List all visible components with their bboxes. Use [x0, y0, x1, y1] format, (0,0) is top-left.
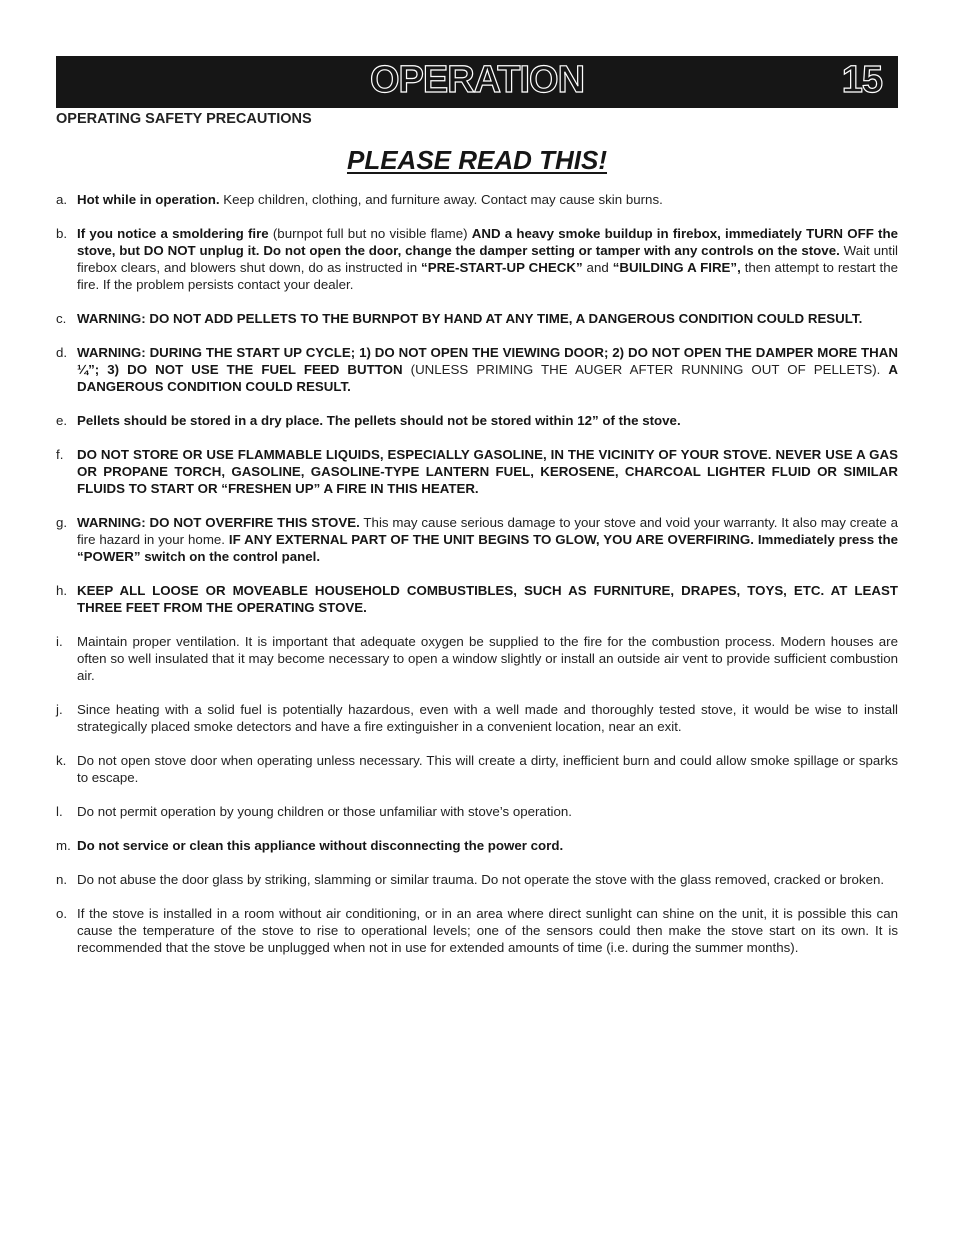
item-letter: i. — [56, 634, 63, 649]
item-text-regular: (burnpot full but no visible flame) — [268, 226, 472, 241]
item-letter: a. — [56, 192, 68, 207]
precaution-item — [56, 701, 898, 735]
item-text-bold: WARNING: DO NOT ADD PELLETS TO THE BURNPOT BY HAND AT ANY TIME, A DANGEROUS CONDITION COULD RESULT. — [77, 311, 863, 326]
item-text-regular: Do not abuse the door glass by striking, slamming or similar trauma. Do not operate the stove with the glass removed, cracked or broken. — [77, 872, 885, 887]
item-text-bold: “BUILDING A FIRE”, — [612, 260, 741, 275]
item-text-bold: Do not service or clean this appliance without disconnecting the power cord. — [77, 838, 564, 853]
item-text — [77, 872, 884, 887]
item-text-bold: A DANGEROUS CONDITION COULD RESULT. — [77, 362, 898, 394]
item-text-regular: Wait until firebox clears, and blowers shut down, do as instructed in — [77, 243, 898, 275]
item-letter: l. — [56, 804, 63, 819]
item-text — [77, 311, 862, 326]
page-title: OPERATION — [369, 59, 585, 101]
item-text — [77, 583, 898, 615]
item-text — [77, 447, 898, 496]
item-letter: f. — [56, 447, 64, 462]
item-text-bold: “PRE-START-UP CHECK” — [421, 260, 583, 275]
item-text — [77, 753, 898, 785]
item-text-regular: then attempt to restart the fire. If the problem persists contact your dealer. — [77, 260, 899, 292]
item-text-bold: DO NOT STORE OR USE FLAMMABLE LIQUIDS, ESPECIALLY GASOLINE, IN THE VICINITY OF YOUR STOVE. NEVER USE A GAS OR PROPANE TORCH, GASOLINE, GASOLINE-TYPE LANTERN FUEL, KEROSENE, CHARCOAL LIGHTER FLUID OR SIMILAR FLUIDS TO START OR “FRESHEN UP” A FIRE IN THIS HEATER. — [77, 447, 898, 496]
item-text — [77, 702, 898, 734]
item-letter: n. — [56, 872, 68, 887]
item-letter: d. — [56, 345, 68, 360]
item-text — [77, 226, 898, 292]
precaution-item — [56, 837, 898, 854]
section-title: OPERATING SAFETY PRECAUTIONS — [56, 111, 312, 127]
item-letter: h. — [56, 583, 68, 598]
precaution-item — [56, 412, 898, 429]
item-text — [77, 345, 898, 394]
precaution-item — [56, 905, 898, 956]
item-text-bold: IF ANY EXTERNAL PART OF THE UNIT BEGINS TO GLOW, YOU ARE OVERFIRING. Immediately press the “POWER” switch on the control panel. — [77, 532, 898, 564]
item-text-regular: Do not open stove door when operating unless necessary. This will create a dirty, inefficient burn and could allow smoke spillage or sparks to escape. — [77, 753, 898, 785]
header-bar — [56, 56, 898, 108]
item-text-regular: and — [582, 260, 613, 275]
banner-text: PLEASE READ THIS! — [346, 145, 608, 175]
item-letter: e. — [56, 413, 68, 428]
item-text-regular: Maintain proper ventilation. It is important that adequate oxygen be supplied to the fire for the combustion process. Modern houses are often so well insulated that it may become necessary to open a window slightly or install an outside air vent to provide sufficient combustion air. — [77, 634, 898, 683]
item-text-bold: Pellets should be stored in a dry place. The pellets should not be stored within 12” of the stove. — [77, 413, 681, 428]
precaution-item — [56, 191, 898, 208]
item-letter: g. — [56, 515, 68, 530]
item-text-bold: KEEP ALL LOOSE OR MOVEABLE HOUSEHOLD COMBUSTIBLES, SUCH AS FURNITURE, DRAPES, TOYS, ETC. AT LEAST THREE FEET FROM THE OPERATING STOVE. — [77, 583, 898, 615]
item-text — [77, 634, 898, 683]
item-text-bold: WARNING: DURING THE START UP CYCLE; 1) DO NOT OPEN THE VIEWING DOOR; 2) DO NOT OPEN THE DAMPER MORE THAN ¼”; 3) DO NOT USE THE FUEL FEED BUTTON — [77, 345, 898, 377]
item-letter: b. — [56, 226, 68, 241]
precaution-item — [56, 310, 898, 327]
item-text — [77, 804, 572, 819]
precaution-item — [56, 633, 898, 684]
precaution-item — [56, 871, 898, 888]
precautions-list — [56, 191, 898, 973]
item-letter: k. — [56, 753, 67, 768]
item-letter: m. — [56, 838, 71, 853]
item-letter: j. — [56, 702, 63, 717]
page-number: 15 — [841, 59, 882, 101]
item-text-bold: Hot while in operation. — [77, 192, 220, 207]
precaution-item — [56, 225, 898, 293]
item-text-regular: If the stove is installed in a room without air conditioning, or in an area where direct sunlight can shine on the unit, it is possible this can cause the temperature of the stove to rise to operational levels; one of the sensors could then make the stove start on its own. It is recommended that the stove be unplugged when not in use for extended amounts of time (i.e. during the summer months). — [77, 906, 898, 955]
precaution-item — [56, 752, 898, 786]
item-text — [77, 906, 898, 955]
precaution-item — [56, 803, 898, 820]
item-text-regular: Do not permit operation by young children or those unfamiliar with stove’s operation. — [77, 804, 572, 819]
item-text — [77, 838, 563, 853]
item-text-regular: Keep children, clothing, and furniture away. Contact may cause skin burns. — [219, 192, 663, 207]
item-text — [77, 192, 663, 207]
item-text-bold: WARNING: DO NOT OVERFIRE THIS STOVE. — [77, 515, 360, 530]
item-text — [77, 515, 898, 564]
precaution-item — [56, 446, 898, 497]
item-text-regular: Since heating with a solid fuel is potentially hazardous, even with a well made and thoroughly tested stove, it would be wise to install strategically placed smoke detectors and have a fire extinguisher in a convenient location, near an exit. — [77, 702, 898, 734]
item-letter: o. — [56, 906, 68, 921]
item-text-regular: (UNLESS PRIMING THE AUGER AFTER RUNNING OUT OF PELLETS). — [402, 362, 889, 377]
please-read-banner — [0, 145, 954, 176]
item-letter: c. — [56, 311, 67, 326]
precaution-item — [56, 514, 898, 565]
item-text-bold: If you notice a smoldering fire — [77, 226, 269, 241]
item-text — [77, 413, 681, 428]
precaution-item — [56, 344, 898, 395]
precaution-item — [56, 582, 898, 616]
item-text-bold: AND a heavy smoke buildup in firebox, immediately TURN OFF the stove, but DO NOT unplug it. Do not open the door, change the damper setting or tamper with any controls on the stove. — [77, 226, 898, 258]
item-text-regular: This may cause serious damage to your stove and void your warranty. It also may create a fire hazard in your home. — [77, 515, 898, 547]
